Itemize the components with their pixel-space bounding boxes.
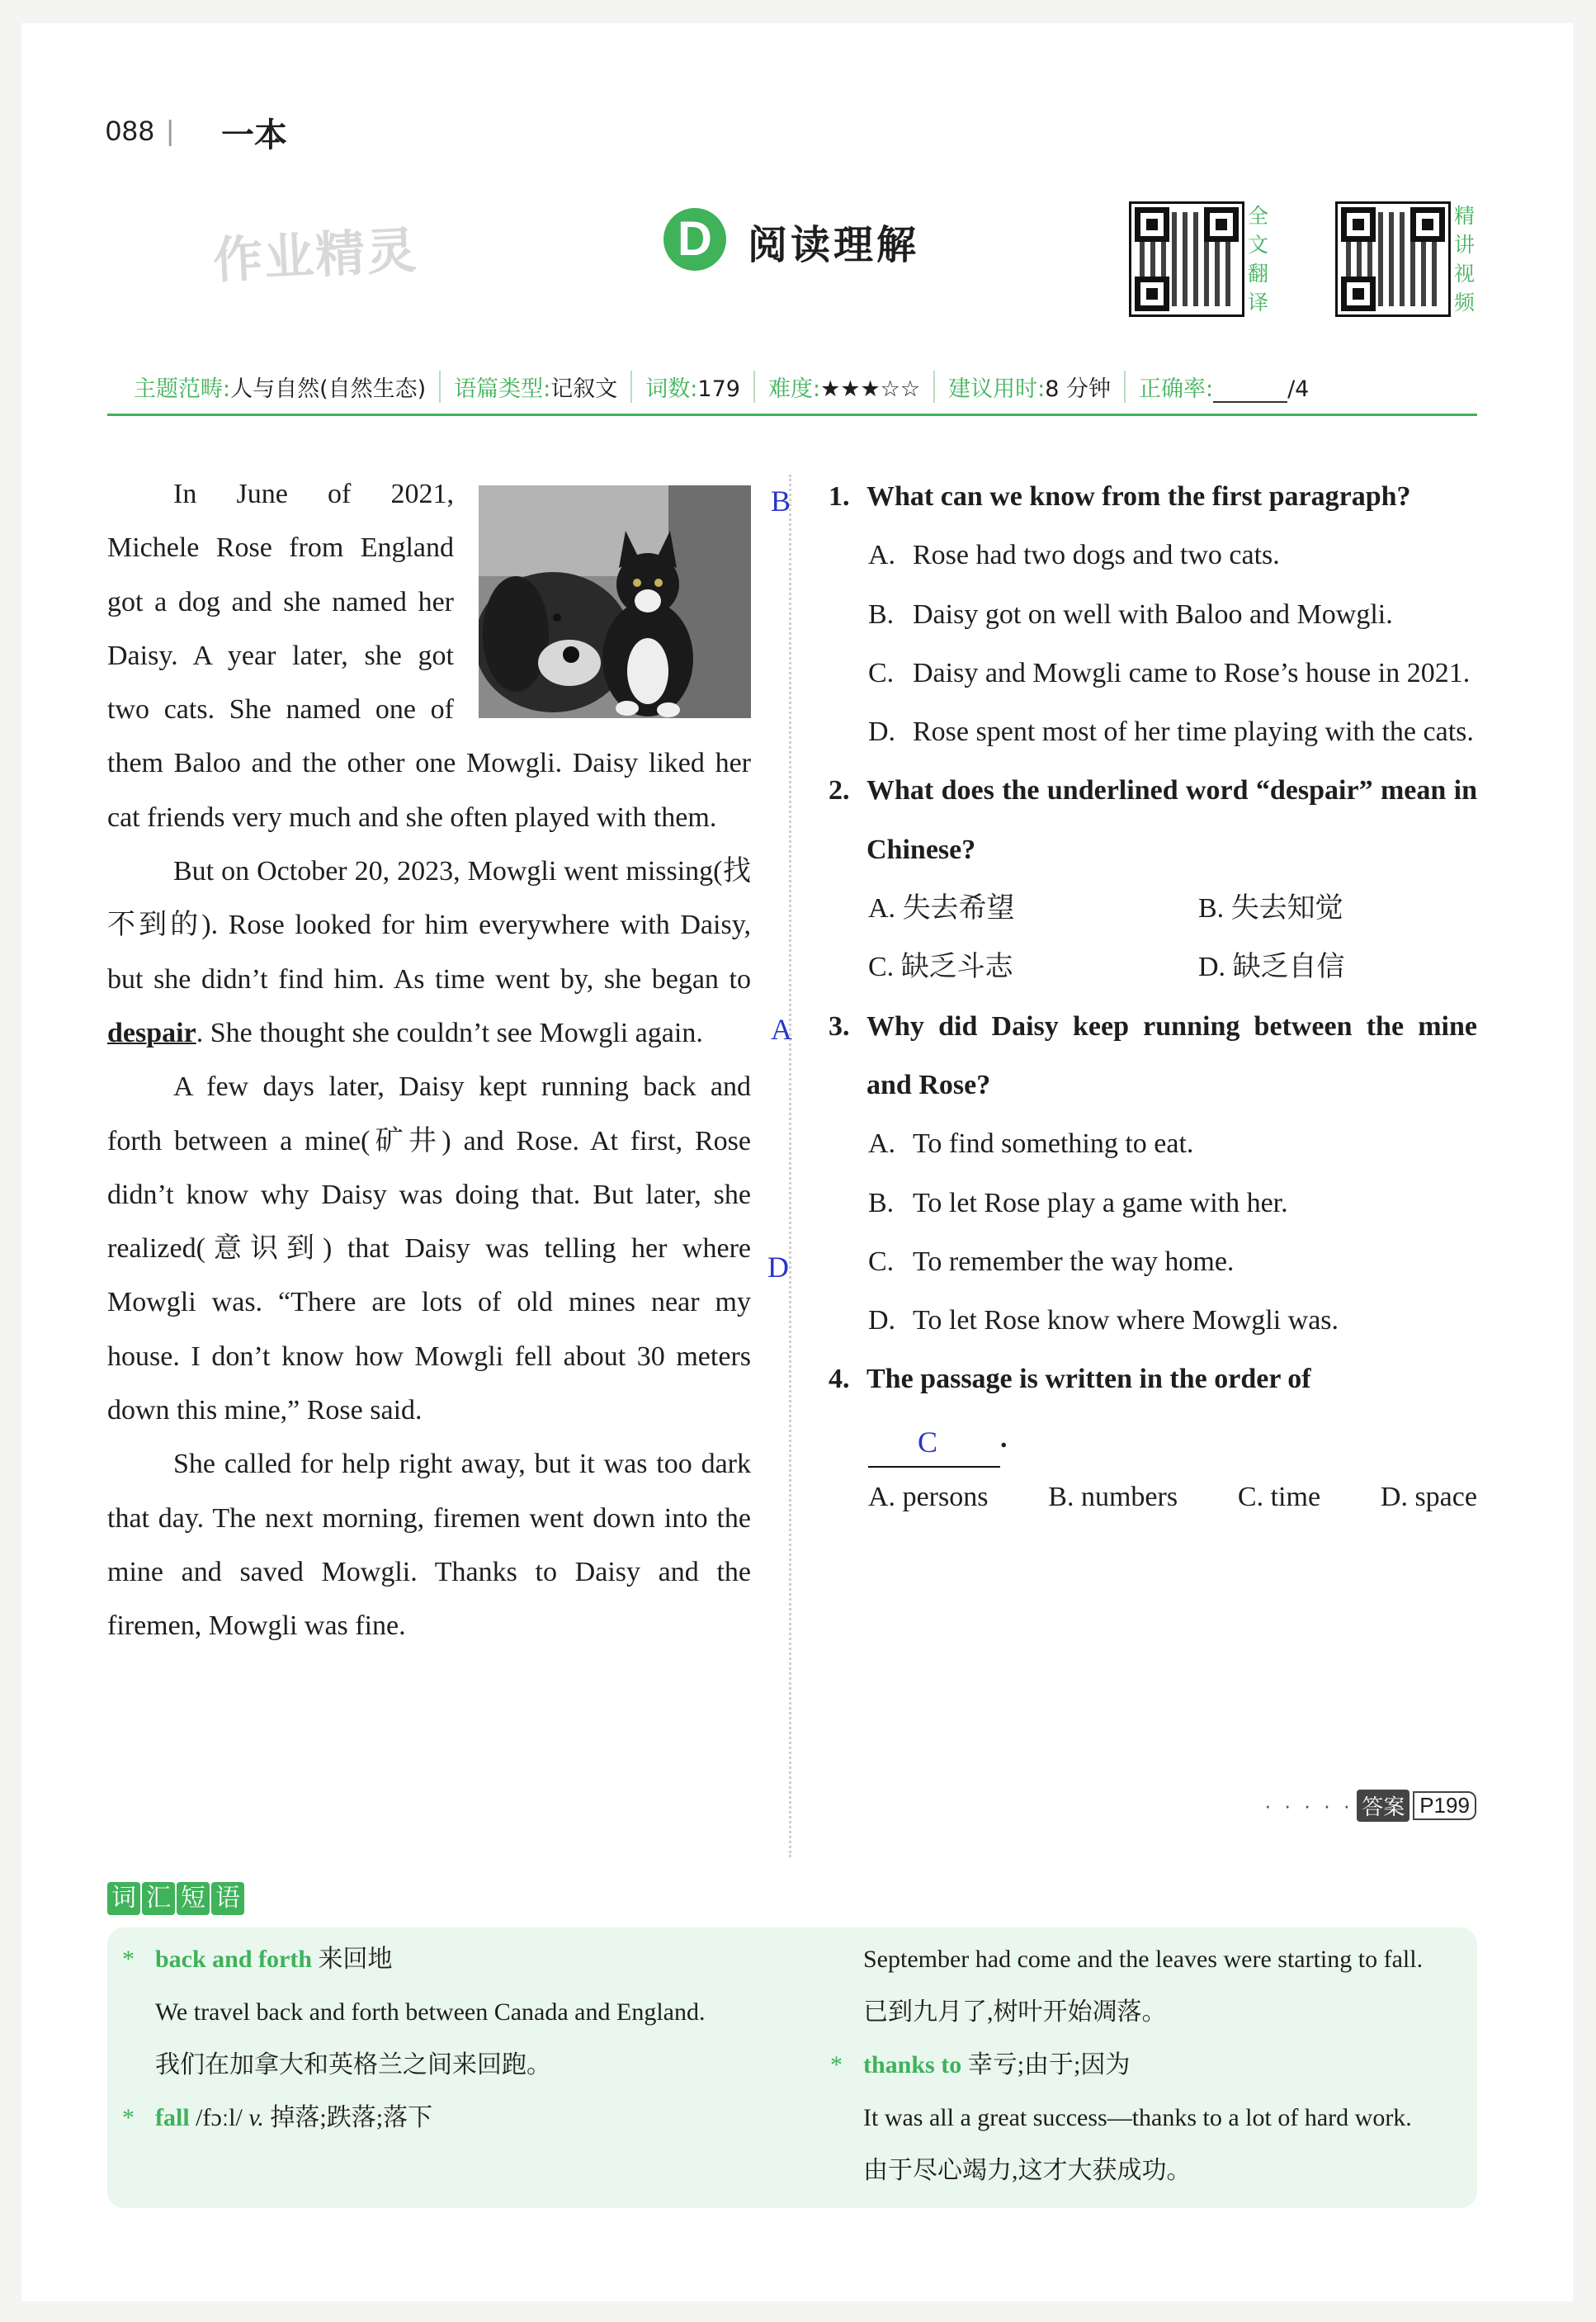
- info-word-count: 词数:179: [630, 371, 753, 403]
- paragraph-3: A few days later, Daisy kept running back and forth between a mine(矿井) and Rose. At first, Rose didn’t know why Daisy was doing that. But later, she realized(意识到) that Daisy was telling her where Mowgli was. “There are lots of old mines near my house. I don’t know how Mowgli fell about 30 meters down this mine,” Rose said.: [107, 1071, 751, 1426]
- vocab-entry-back-and-forth: * back and forth 来回地: [122, 1946, 393, 1973]
- page-number: 088 |: [106, 116, 175, 147]
- vocab-example: September had come and the leaves were starting to fall.: [863, 1946, 1424, 1973]
- handwritten-answer-3: D: [767, 1251, 789, 1284]
- info-genre: 语篇类型:记叙文: [439, 371, 630, 403]
- option-1a[interactable]: A. Rose had two dogs and two cats.: [868, 540, 1280, 571]
- option-2c[interactable]: C. 缺乏斗志: [868, 952, 1013, 983]
- info-difficulty: 难度:★★★☆☆: [753, 371, 933, 403]
- question-3: 3. Why did Daisy keep running between the mine and Rose? A. To find something to eat. B. To let Rose play a game with her. C. To remember the way home. D. To let Rose know where Mowgli was.: [829, 997, 1477, 1350]
- vocab-right-column: [830, 1933, 1457, 2197]
- answer-page-reference[interactable]: · · · · · 答案 P199: [1264, 1790, 1476, 1822]
- vocab-example: It was all a great success—thanks to a lot of hard work.: [863, 2104, 1412, 2131]
- answer-blank-line: C .: [829, 1409, 1477, 1468]
- vocab-entry-fall: * fall /fɔːl/ v. 掉落;跌落;落下: [122, 2104, 433, 2131]
- option-4d[interactable]: D. space: [1380, 1482, 1477, 1513]
- option-1d[interactable]: D. Rose spent most of her time playing with the cats.: [868, 716, 1474, 748]
- question-2: 2. What does the underlined word “despair” mean in Chinese? A. 失去希望 B. 失去知觉 C. 缺乏斗志 D. 缺乏自信: [829, 761, 1477, 996]
- vocab-entry-thanks-to: * thanks to 幸亏;由于;因为: [830, 2051, 1131, 2078]
- vocab-translation: 已到九月了,树叶开始凋落。: [863, 1998, 1167, 2026]
- qr-code-video[interactable]: [1335, 201, 1451, 317]
- column-divider: [789, 475, 791, 1857]
- option-3d[interactable]: D. To let Rose know where Mowgli was.: [868, 1305, 1339, 1336]
- brand-logo: 一本: [221, 116, 287, 154]
- reading-passage: [107, 467, 751, 1653]
- option-3a[interactable]: A. To find something to eat.: [868, 1128, 1194, 1160]
- watermark: 作业精灵: [211, 221, 419, 291]
- answer-blank-4[interactable]: [868, 1425, 1000, 1468]
- option-1b[interactable]: B. Daisy got on well with Baloo and Mowgli.: [868, 598, 1393, 630]
- option-2d[interactable]: D. 缺乏自信: [1198, 952, 1345, 983]
- handwritten-answer-4: C: [918, 1426, 938, 1459]
- info-time: 建议用时:8 分钟: [933, 371, 1124, 403]
- handwritten-answer-2: A: [771, 1013, 792, 1046]
- option-1c[interactable]: C. Daisy and Mowgli came to Rose’s house in 2021.: [868, 657, 1471, 688]
- qr-label-translation: 全文翻译: [1248, 204, 1269, 314]
- underlined-word: despair: [107, 1017, 196, 1048]
- vocab-translation: 我们在加拿大和英格兰之间来回跑。: [155, 2051, 551, 2078]
- questions-column: [829, 467, 1477, 1526]
- vocab-translation: 由于尽心竭力,这才大获成功。: [863, 2157, 1192, 2184]
- option-3b[interactable]: B. To let Rose play a game with her.: [868, 1187, 1288, 1218]
- option-2b[interactable]: B. 失去知觉: [1198, 893, 1343, 925]
- info-bar: [107, 359, 1477, 416]
- paragraph-1: In June of 2021, Michele Rose from England got a dog and she named her Daisy. A year later, she got two cats. She named one of them Baloo and the other one Mowgli. Daisy liked her cat friends very much and she often played with them.: [107, 479, 751, 833]
- vocab-example: We travel back and forth between Canada and England.: [155, 1998, 706, 2026]
- option-4a[interactable]: A. persons: [868, 1482, 989, 1513]
- option-3c[interactable]: C. To remember the way home.: [868, 1246, 1235, 1277]
- vocab-left-column: [122, 1933, 749, 2145]
- answer-page: P199: [1413, 1791, 1476, 1820]
- qr-code-translation[interactable]: [1129, 201, 1244, 317]
- section-badge: D: [663, 208, 726, 271]
- info-accuracy: 正确率: /4: [1124, 371, 1322, 403]
- accuracy-blank[interactable]: [1213, 381, 1287, 403]
- paragraph-4: She called for help right away, but it was too dark that day. The next morning, firemen went down into the mine and saved Mowgli. Thanks to Daisy and the firemen, Mowgli was fine.: [107, 1449, 751, 1642]
- vocab-heading: 词 汇 短 语: [107, 1882, 244, 1915]
- handwritten-answer-1: B: [771, 485, 791, 518]
- option-4b[interactable]: B. numbers: [1048, 1482, 1178, 1513]
- paragraph-2: But on October 20, 2023, Mowgli went missing(找不到的). Rose looked for him everywhere with Daisy, but she didn’t find him. As time went by, she began to despair. She thought she couldn’t see Mowgli again.: [107, 856, 751, 1048]
- info-topic: 主题范畴:人与自然(自然生态): [134, 376, 427, 402]
- question-4: 4. The passage is written in the order of C . A. persons B. numbers C. time D. space: [829, 1350, 1477, 1526]
- qr-label-video: 精讲视频: [1454, 204, 1476, 314]
- answer-tag: 答案: [1357, 1790, 1409, 1822]
- question-1: 1. What can we know from the first paragraph? A. Rose had two dogs and two cats. B. Daisy got on well with Baloo and Mowgli. C. Daisy and Mowgli came to Rose’s house in 2021. D. Rose spent most of her time playing with the cats.: [829, 467, 1477, 761]
- option-2a[interactable]: A. 失去希望: [868, 893, 1015, 925]
- section-title: 阅读理解: [748, 222, 920, 268]
- option-4c[interactable]: C. time: [1237, 1482, 1321, 1513]
